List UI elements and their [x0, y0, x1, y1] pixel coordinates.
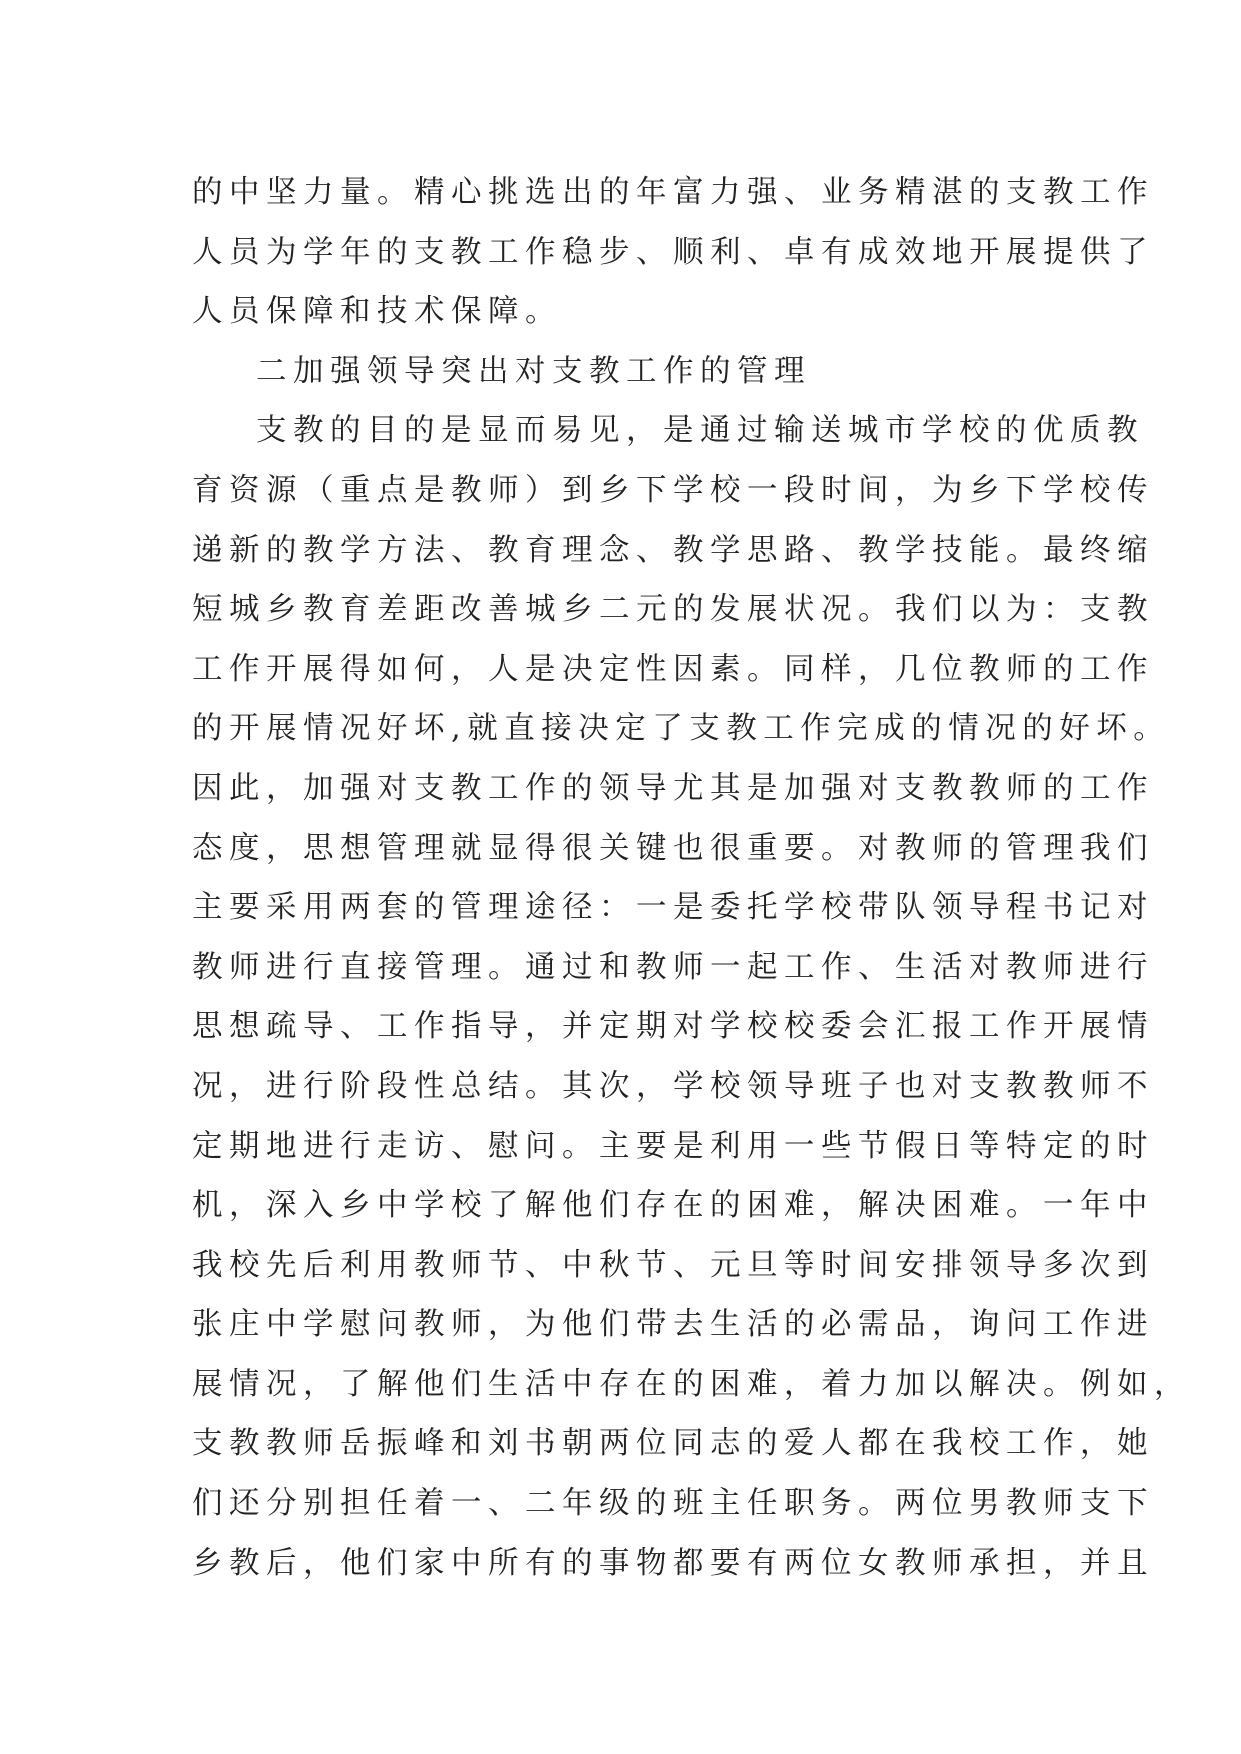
text-line: 的中坚力量。精心挑选出的年富力强、业务精湛的支教工作 [192, 175, 1154, 210]
text-line: 的开展情况好坏,就直接决定了支教工作完成的情况的好坏。 [192, 711, 1171, 747]
paragraph-first-line: 支教的目的是显而易见，是通过输送城市学校的优质教 [256, 413, 1144, 449]
text-line: 工作开展得如何，人是决定性因素。同样，几位教师的工作 [192, 651, 1154, 687]
text-line: 人员保障和技术保障。 [192, 294, 562, 330]
document-body [192, 163, 1191, 1593]
text-line: 态度，思想管理就显得很关键也很重要。对教师的管理我们 [192, 830, 1154, 866]
text-line: 短城乡教育差距改善城乡二元的发展状况。我们以为：支教 [192, 592, 1154, 628]
section-heading: 二加强领导突出对支教工作的管理 [256, 353, 811, 389]
text-line: 思想疏导、工作指导，并定期对学校校委会汇报工作开展情 [192, 1009, 1154, 1045]
text-line: 况，进行阶段性总结。其次，学校领导班子也对支教教师不 [192, 1068, 1154, 1104]
text-line: 教师进行直接管理。通过和教师一起工作、生活对教师进行 [192, 949, 1154, 985]
text-line: 展情况，了解他们生活中存在的困难，着力加以解决。例如， [192, 1366, 1191, 1402]
text-line: 育资源（重点是教师）到乡下学校一段时间，为乡下学校传 [192, 472, 1154, 508]
text-line: 们还分别担任着一、二年级的班主任职务。两位男教师支下 [192, 1486, 1154, 1522]
text-line: 因此，加强对支教工作的领导尤其是加强对支教教师的工作 [192, 770, 1154, 806]
text-line: 乡教后，他们家中所有的事物都要有两位女教师承担，并且 [192, 1545, 1154, 1581]
text-line: 我校先后利用教师节、中秋节、元旦等时间安排领导多次到 [192, 1247, 1154, 1283]
text-line: 机，深入乡中学校了解他们存在的困难，解决困难。一年中 [192, 1188, 1154, 1224]
text-line: 递新的教学方法、教育理念、教学思路、教学技能。最终缩 [192, 532, 1154, 568]
text-line: 主要采用两套的管理途径：一是委托学校带队领导程书记对 [192, 890, 1154, 926]
text-line: 张庄中学慰问教师，为他们带去生活的必需品，询问工作进 [192, 1307, 1154, 1343]
text-line: 支教教师岳振峰和刘书朝两位同志的爱人都在我校工作，她 [192, 1426, 1154, 1462]
text-line: 定期地进行走访、慰问。主要是利用一些节假日等特定的时 [192, 1128, 1154, 1164]
text-line: 人员为学年的支教工作稳步、顺利、卓有成效地开展提供了 [192, 234, 1154, 270]
